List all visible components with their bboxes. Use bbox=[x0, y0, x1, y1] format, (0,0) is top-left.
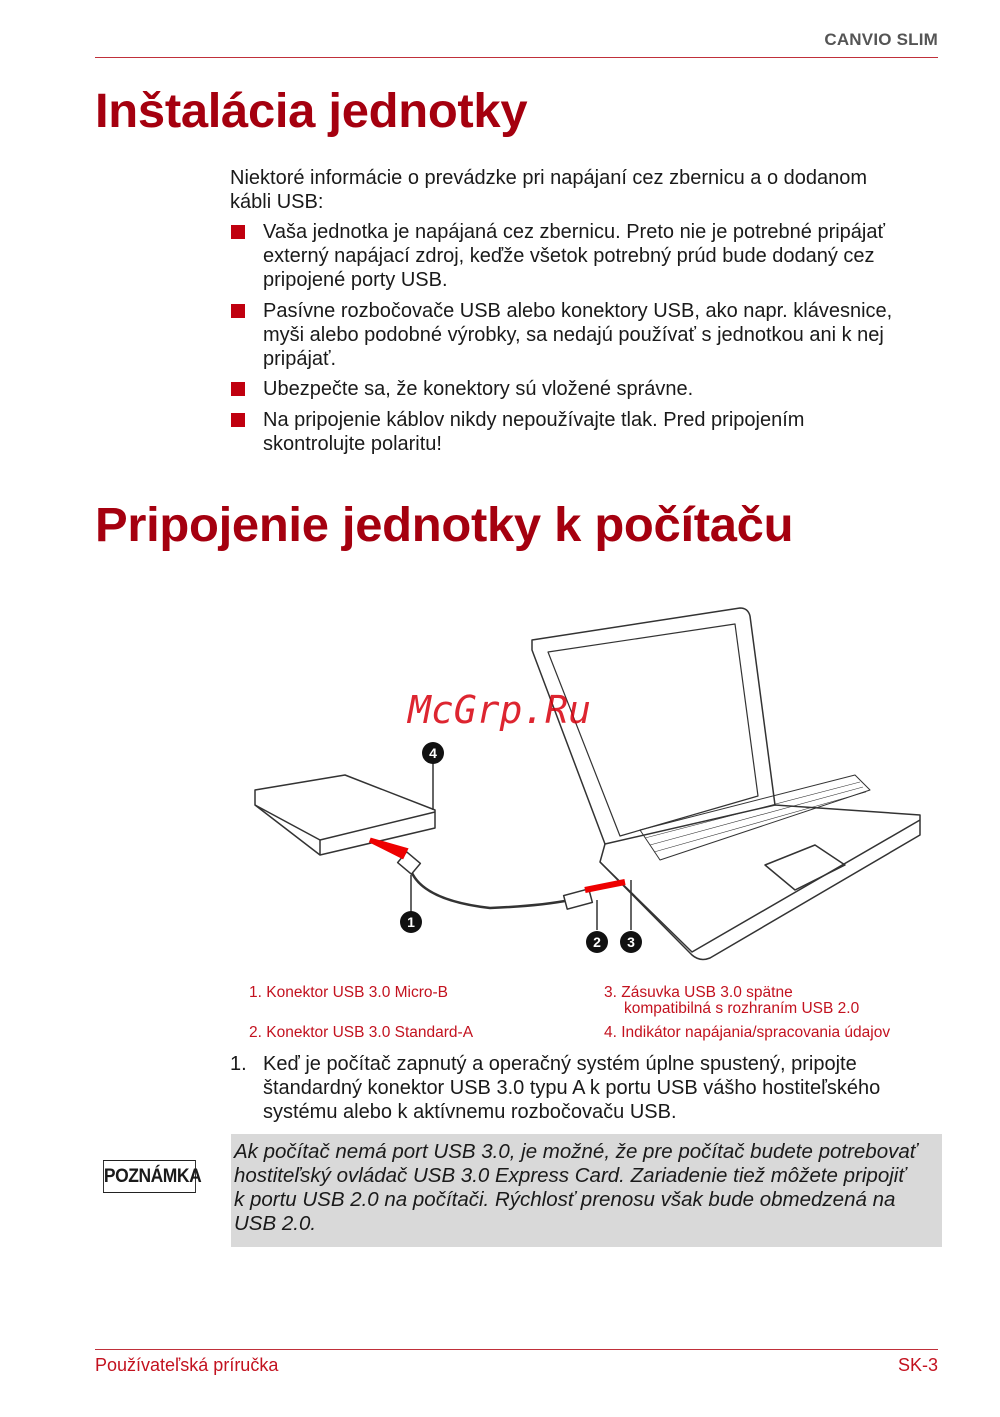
caption-text: kompatibilná s rozhraním USB 2.0 bbox=[624, 1000, 860, 1017]
footer-title: Používateľská príručka bbox=[95, 1355, 279, 1375]
text-line: Keď je počítač zapnutý a operačný systém úplne spustený, pripojte bbox=[263, 1053, 857, 1075]
caption-text: Zásuvka USB 3.0 spätne bbox=[621, 984, 793, 1001]
caption-2 bbox=[249, 1025, 473, 1041]
bullet-item bbox=[263, 408, 804, 456]
callout-1: 1 bbox=[407, 914, 415, 930]
caption-text: Konektor USB 3.0 Micro-B bbox=[266, 984, 449, 1001]
bullet-item bbox=[263, 299, 892, 371]
caption-text: Konektor USB 3.0 Standard-A bbox=[266, 1024, 474, 1041]
caption-text: Indikátor napájania/spracovania údajov bbox=[621, 1024, 891, 1041]
bullet-icon bbox=[231, 225, 245, 239]
text-line: systému alebo k aktívnemu rozbočovaču USB. bbox=[263, 1101, 677, 1123]
text-line: Ak počítač nemá port USB 3.0, je možné, že pre počítač budete potrebovať bbox=[234, 1140, 918, 1163]
text-line: externý napájací zdroj, keďže všetok potrebný prúd bude dodaný cez bbox=[263, 245, 875, 267]
bullet-item bbox=[263, 377, 693, 401]
text-line: hostiteľský ovládač USB 3.0 Express Card. Zariadenie tiež môžete pripojiť bbox=[234, 1164, 906, 1187]
text-line: USB 2.0. bbox=[234, 1212, 317, 1235]
section-title-installation: Inštalácia jednotky bbox=[95, 85, 528, 138]
header-product: CANVIO SLIM bbox=[824, 30, 938, 49]
step-number: 1. bbox=[230, 1053, 247, 1075]
text-line: Vaša jednotka je napájaná cez zbernicu. Preto nie je potrebné pripájať bbox=[263, 221, 885, 243]
text-line: k portu USB 2.0 na počítači. Rýchlosť prenosu však bude obmedzená na bbox=[234, 1188, 896, 1211]
header-rule bbox=[95, 57, 938, 58]
text-line: Niektoré informácie o prevádzke pri napájaní cez zbernicu a o dodanom bbox=[230, 167, 868, 189]
text-line: štandardný konektor USB 3.0 typu A k portu USB vášho hostiteľského bbox=[263, 1077, 881, 1099]
page-number: SK-3 bbox=[897, 1355, 938, 1375]
text-line: Ubezpečte sa, že konektory sú vložené správne. bbox=[263, 378, 694, 400]
callout-4: 4 bbox=[429, 745, 437, 761]
bullet-icon bbox=[231, 304, 245, 318]
bullet-item bbox=[263, 220, 885, 292]
text-line: Na pripojenie káblov nikdy nepoužívajte tlak. Pred pripojením bbox=[263, 409, 805, 431]
caption-4 bbox=[604, 1025, 890, 1041]
caption-num: 2. bbox=[249, 1024, 262, 1041]
connection-illustration bbox=[240, 600, 940, 970]
caption-3 bbox=[604, 985, 859, 1017]
section-title-connect: Pripojenie jednotky k počítaču bbox=[95, 499, 794, 552]
note-label: POZNÁMKA bbox=[103, 1160, 196, 1193]
text-line: kábli USB: bbox=[230, 191, 324, 213]
bullet-icon bbox=[231, 382, 245, 396]
text-line: pripojené porty USB. bbox=[263, 269, 448, 291]
caption-num: 4. bbox=[604, 1024, 617, 1041]
intro-text bbox=[230, 166, 867, 214]
text-line: myši alebo podobné výrobky, sa nedajú používať s jednotkou ani k nej bbox=[263, 324, 884, 346]
caption-num: 3. bbox=[604, 984, 617, 1001]
note-text bbox=[234, 1140, 940, 1236]
callout-3: 3 bbox=[627, 934, 635, 950]
caption-num: 1. bbox=[249, 984, 262, 1001]
step-1-text bbox=[263, 1052, 880, 1124]
bullet-icon bbox=[231, 413, 245, 427]
footer-rule bbox=[95, 1349, 938, 1350]
text-line: pripájať. bbox=[263, 348, 337, 370]
callout-2: 2 bbox=[593, 934, 601, 950]
text-line: Pasívne rozbočovače USB alebo konektory USB, ako napr. klávesnice, bbox=[263, 300, 893, 322]
text-line: skontrolujte polaritu! bbox=[263, 433, 442, 455]
watermark: McGrp.Ru bbox=[408, 688, 592, 732]
caption-1 bbox=[249, 985, 448, 1001]
